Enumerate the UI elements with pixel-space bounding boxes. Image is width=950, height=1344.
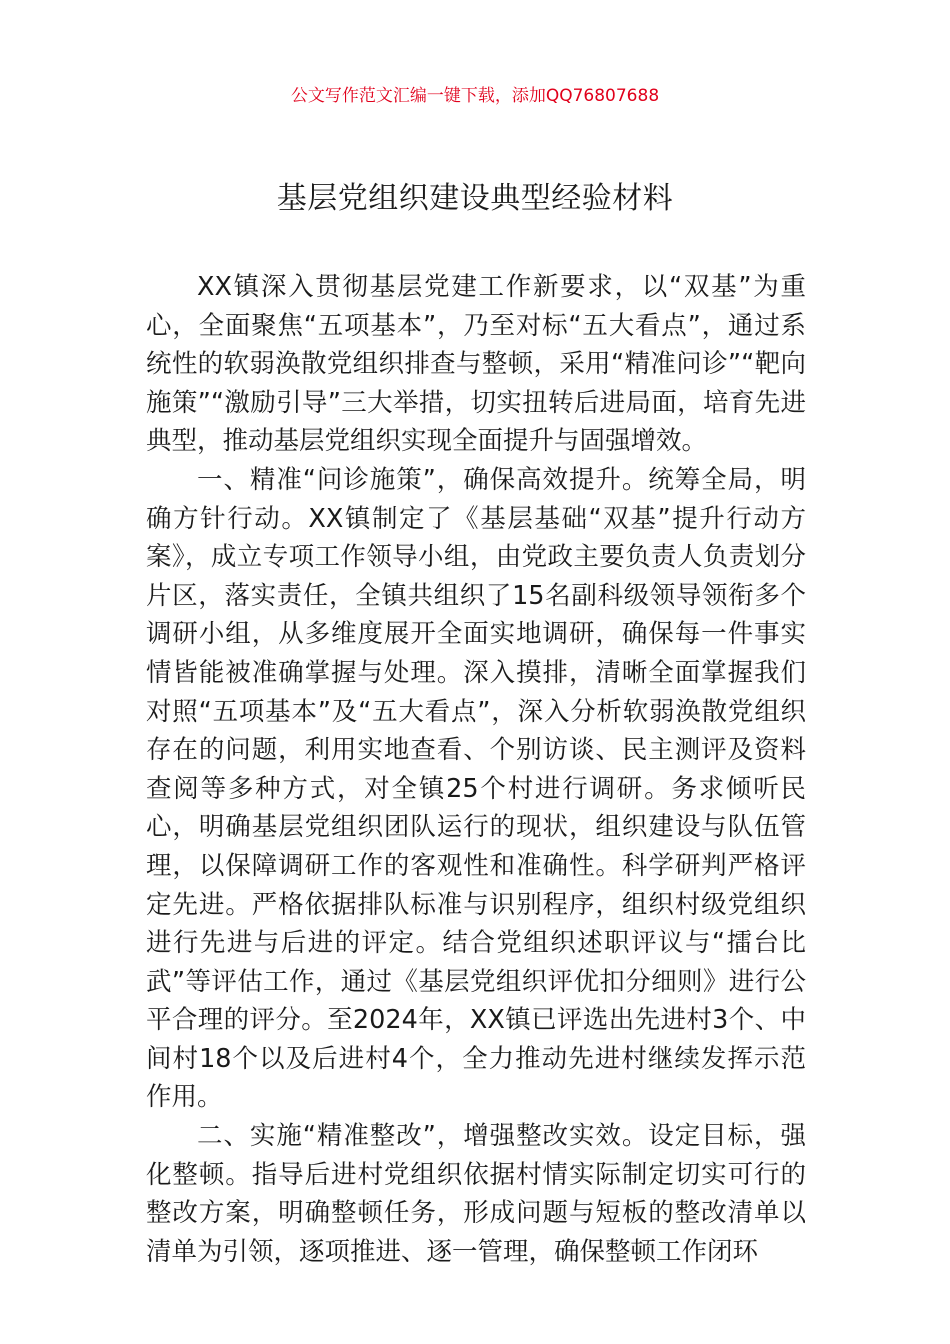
- paragraph-intro: XX镇深入贯彻基层党建工作新要求，以“双基”为重心，全面聚焦“五项基本”，乃至对标“五大看点”，通过系统性的软弱涣散党组织排查与整顿，采用“精准问诊”“靶向施策”“激励引导”三大举措，切实扭转后进局面，培育先进典型，推动基层党组织实现全面提升与固强增效。: [146, 272, 806, 457]
- document-body: [146, 268, 806, 1271]
- header-banner: 公文写作范文汇编一键下载，添加QQ76807688: [290, 86, 660, 106]
- document-title: 基层党组织建设典型经验材料: [276, 181, 674, 216]
- paragraph-section-one: 一、精准“问诊施策”，确保高效提升。统筹全局，明确方针行动。XX镇制定了《基层基础“双基”提升行动方案》，成立专项工作领导小组，由党政主要负责人负责划分片区，落实责任，全镇共组织了15名副科级领导领衔多个调研小组，从多维度展开全面实地调研，确保每一件事实情皆能被准确掌握与处理。深入摸排，清晰全面掌握我们对照“五项基本”及“五大看点”，深入分析软弱涣散党组织存在的问题，利用实地查看、个别访谈、民主测评及资料查阅等多种方式，对全镇25个村进行调研。务求倾听民心，明确基层党组织团队运行的现状，组织建设与队伍管理，以保障调研工作的客观性和准确性。科学研判严格评定先进。严格依据排队标准与识别程序，组织村级党组织进行先进与后进的评定。结合党组织述职评议与“擂台比武”等评估工作，通过《基层党组织评优扣分细则》进行公平合理的评分。至2024年，XX镇已评选出先进村3个、中间村18个以及后进村4个，全力推动先进村继续发挥示范作用。: [146, 464, 806, 1113]
- paragraph-section-two: 二、实施“精准整改”，增强整改实效。设定目标，强化整顿。指导后进村党组织依据村情实际制定切实可行的整改方案，明确整顿任务，形成问题与短板的整改清单以清单为引领，逐项推进、逐一管理，确保整顿工作闭环: [146, 1121, 806, 1267]
